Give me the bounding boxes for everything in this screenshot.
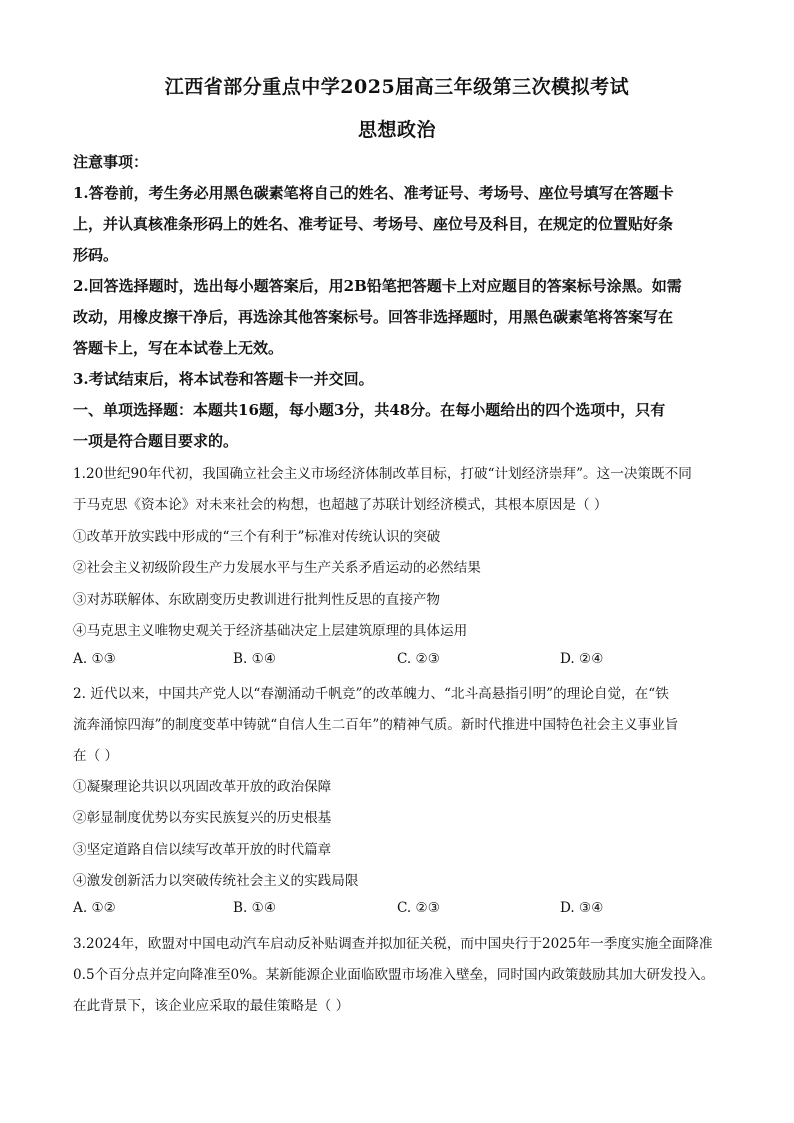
option-b: B. ①④ [233, 900, 277, 916]
notice-line: 答题卡上，写在本试卷上无效。 [73, 339, 284, 357]
question-2-stem: 2. 近代以来，中国共产党人以“春潮涌动千帆竞”的改革魄力、“北斗高悬指引明”的理论自觉，在“铁 [73, 686, 669, 702]
question-3-stem: 在此背景下，该企业应采取的最佳策略是（ ） [73, 998, 350, 1014]
exam-title: 江西省部分重点中学2025届高三年级第三次模拟考试 [164, 76, 630, 98]
question-3-stem: 3.2024年，欧盟对中国电动汽车启动反补贴调查并拟加征关税，而中国央行于2025年一季度实施全面降准 [73, 936, 713, 952]
notice-line: 形码。 [73, 246, 119, 264]
question-1-item: ③对苏联解体、东欧剧变历史教训进行批判性反思的直接产物 [73, 592, 441, 608]
section-heading: 一项是符合题目要求的。 [73, 432, 239, 450]
question-1-stem: 1.20世纪90年代初，我国确立社会主义市场经济体制改革目标，打破“计划经济崇拜”。这一决策既不同 [73, 466, 692, 482]
option-d: D. ②④ [560, 651, 604, 667]
subject-title: 思想政治 [357, 119, 436, 141]
question-2-stem: 流奔涌惊四海”的制度变革中铸就“自信人生二百年”的精神气质。新时代推进中国特色社会主义事业旨 [73, 717, 679, 733]
notice-line: 上，并认真核准条形码上的姓名、准考证号、考场号、座位号及科目，在规定的位置贴好条 [73, 215, 674, 233]
question-2-item: ③坚定道路自信以续写改革开放的时代篇章 [73, 842, 332, 858]
question-1-item: ①改革开放实践中形成的“三个有利于”标准对传统认识的突破 [73, 529, 441, 545]
notice-line: 改动，用橡皮擦干净后，再选涂其他答案标号。回答非选择题时，用黑色碳素笔将答案写在 [73, 308, 674, 326]
question-3-stem: 0.5个百分点并定向降准至0%。某新能源企业面临欧盟市场准入壁垒，同时国内政策鼓励其加大研发投入。 [73, 967, 715, 983]
section-heading: 一、单项选择题：本题共16题，每小题3分，共48分。在每小题给出的四个选项中，只有 [73, 401, 666, 419]
notice-heading: 注意事项： [73, 153, 149, 171]
option-c: C. ②③ [397, 900, 440, 916]
option-b: B. ①④ [233, 651, 277, 667]
notice-line: 1.答卷前，考生务必用黑色碳素笔将自己的姓名、准考证号、考场号、座位号填写在答题卡 [73, 184, 674, 202]
option-d: D. ③④ [560, 900, 604, 916]
question-2-item: ①凝聚理论共识以巩固改革开放的政治保障 [73, 779, 332, 795]
question-1-item: ②社会主义初级阶段生产力发展水平与生产关系矛盾运动的必然结果 [73, 560, 481, 576]
question-2-item: ②彰显制度优势以夯实民族复兴的历史根基 [73, 810, 332, 826]
question-2-stem: 在（ ） [73, 748, 119, 764]
notice-line: 3.考试结束后，将本试卷和答题卡一并交回。 [73, 370, 374, 388]
question-2-item: ④激发创新活力以突破传统社会主义的实践局限 [73, 873, 359, 889]
notice-line: 2.回答选择题时，选出每小题答案后，用2B铅笔把答题卡上对应题目的答案标号涂黑。如需 [73, 277, 682, 295]
option-a: A. ①③ [73, 651, 116, 667]
option-c: C. ②③ [397, 651, 440, 667]
option-a: A. ①② [73, 900, 116, 916]
question-1-stem: 于马克思《资本论》对未来社会的构想，也超越了苏联计划经济模式，其根本原因是（ ） [73, 497, 608, 513]
question-1-item: ④马克思主义唯物史观关于经济基础决定上层建筑原理的具体运用 [73, 623, 468, 639]
